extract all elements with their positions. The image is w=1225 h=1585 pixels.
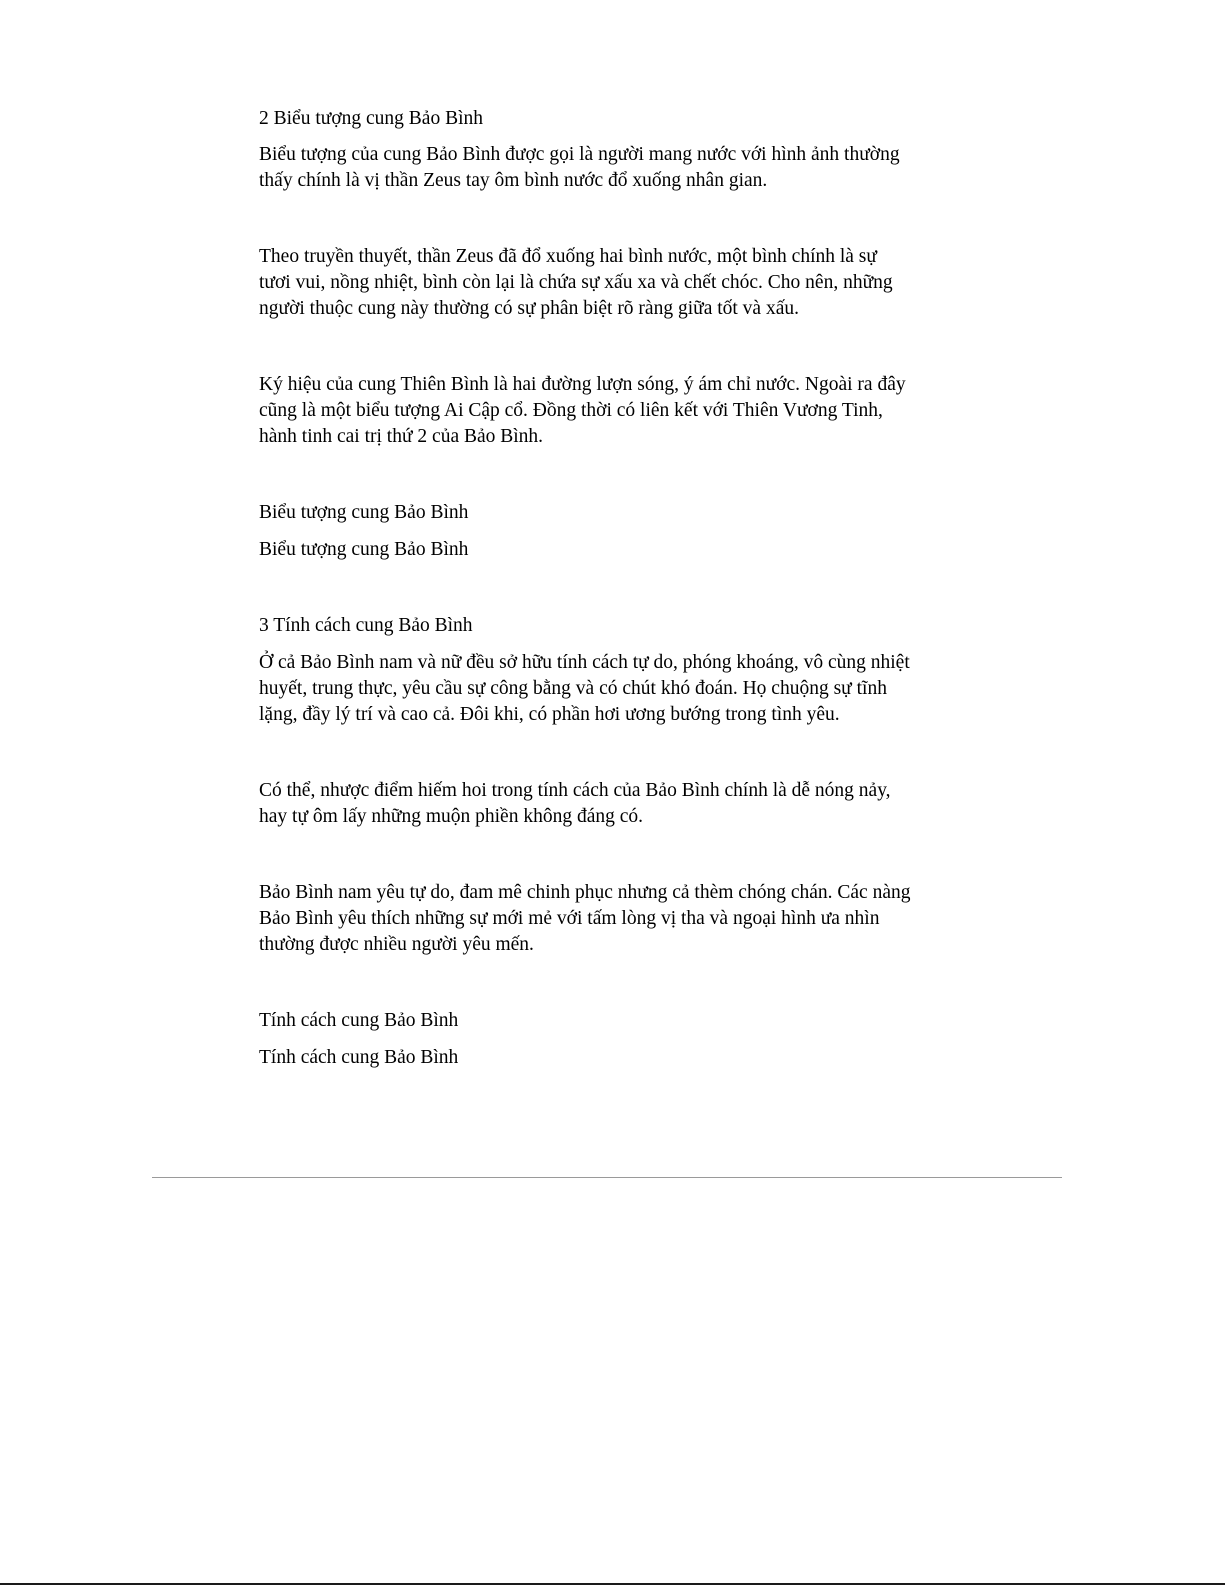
paragraph-tinh-cach-1: Ở cả Bảo Bình nam và nữ đều sở hữu tính cách tự do, phóng khoáng, vô cùng nhiệt huyết, trung thực, yêu cầu sự công bằng và có chút khó đoán. Họ chuộng sự tĩnh lặng, đầy lý trí và cao cả. Đôi khi, có phần hơi ương bướng trong tình yêu. [259,652,910,725]
paragraph-nam-nu: Bảo Bình nam yêu tự do, đam mê chinh phục nhưng cả thèm chóng chán. Các nàng Bảo Bình yêu thích những sự mới mẻ với tấm lòng vị tha và ngoại hình ưa nhìn thường được nhiều người yêu mến. [259,882,911,955]
document-body [259,106,979,1071]
image-caption-tinh-cach-2: Tính cách cung Bảo Bình [259,1047,459,1068]
paragraph-bieu-tuong-1: Biểu tượng của cung Bảo Bình được gọi là người mang nước với hình ảnh thường thấy chính là vị thần Zeus tay ôm bình nước đổ xuống nhân gian. [259,144,900,191]
paragraph-truyen-thuyet: Theo truyền thuyết, thần Zeus đã đổ xuống hai bình nước, một bình chính là sự tươi vui, nồng nhiệt, bình còn lại là chứa sự xấu xa và chết chóc. Cho nên, những người thuộc cung này thường có sự phân biệt rõ ràng giữa tốt và xấu. [259,246,893,319]
heading-bieu-tuong: 2 Biểu tượng cung Bảo Bình [259,108,483,129]
image-caption-bieu-tuong-2: Biểu tượng cung Bảo Bình [259,539,469,560]
image-caption-tinh-cach-1: Tính cách cung Bảo Bình [259,1010,459,1031]
paragraph-nhuoc-diem: Có thể, nhược điểm hiếm hoi trong tính cách của Bảo Bình chính là dễ nóng nảy, hay tự ôm lấy những muộn phiền không đáng có. [259,780,891,827]
heading-tinh-cach: 3 Tính cách cung Bảo Bình [259,615,473,636]
paragraph-ky-hieu: Ký hiệu của cung Thiên Bình là hai đường lượn sóng, ý ám chỉ nước. Ngoài ra đây cũng là một biểu tượng Ai Cập cổ. Đồng thời có liên kết với Thiên Vương Tinh, hành tinh cai trị thứ 2 của Bảo Bình. [259,374,906,447]
image-caption-bieu-tuong-1: Biểu tượng cung Bảo Bình [259,502,469,523]
page-divider [152,1177,1062,1178]
